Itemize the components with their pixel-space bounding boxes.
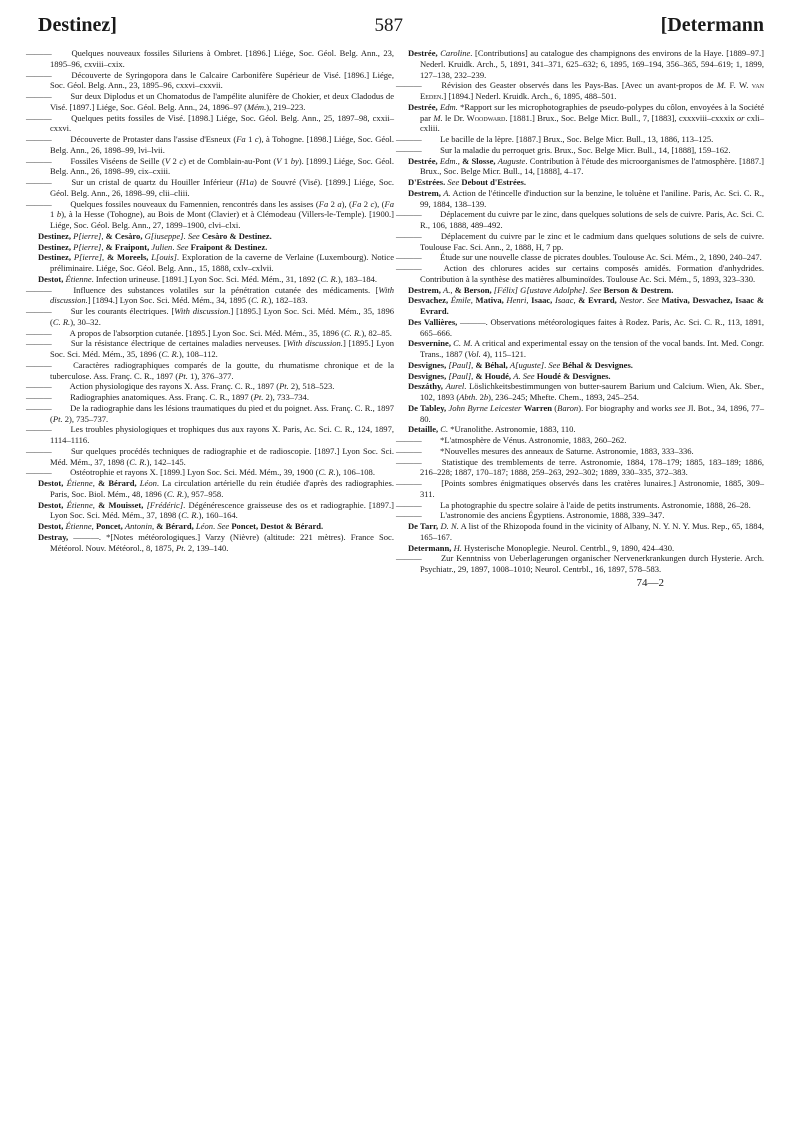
header-left: Destinez] [38,14,117,36]
bibliography-entry: Destrée, Edm., & Slosse, Auguste. Contribution à l'étude des microorganismes de l'atmosphère. [1887.] Brux., Soc. Belge Micr. Bull., 14, [1888], 4–17. [408,155,764,177]
signature-mark: 74—2 [636,576,664,589]
bibliography-entry: ——— Action physiologique des rayons X. Ass. Franç. C. R., 1897 (Pt. 2), 518–523. [26,381,335,392]
bibliography-entry: ——— Déplacement du cuivre par le zinc et le cadmium dans quelques solutions de sels de cuivre. Toulouse Fac. Sci. Ann., 2, 1888, H, 7 pp. [396,230,764,252]
bibliography-entry: ——— Étude sur une nouvelle classe de picrates doubles. Toulouse Ac. Sci. Mém., 2, 1890, 240–247. [396,252,762,263]
bibliography-entry: ——— La photographie du spectre solaire à l'aide de petits instruments. Astronomie, 1888, 26–28. [396,499,751,510]
bibliography-entry: ——— Zur Kenntniss von Ueberlagerungen organischer Nervenerkrankungen durch Hysterie. Arch. Psychiatr., 29, 1897, 1008–1010; Neurol. Centrbl., 16, 1897, 578–583. [396,553,764,574]
bibliography-entry: ——— Sur la maladie du perroquet gris. Brux., Soc. Belge Micr. Bull., 14, [1888], 159–162. [396,144,731,155]
bibliography-entry: Desvernine, C. M. A critical and experimental essay on the tension of the vocal bands. Int. Med. Congr. Trans., 1887 (Vol. 4), 115–121. [408,338,765,359]
two-column-body [26,48,765,575]
bibliography-entry: Destrem, A., & Berson, [Félix] G[ustave Adolphe]. See Berson & Destrem. [408,284,674,295]
bibliography-entry: ——— A propos de l'absorption cutanée. [1895.] Lyon Soc. Sci. Méd. Mém., 35, 1896 (C. R.), 82–85. [26,327,392,338]
bibliography-entry: De Tabley, John Byrne Leicester Warren (Baron). For biography and works see Jl. Bot., 34, 1896, 77–80. [408,402,764,424]
bibliography-entry: ——— Sur la résistance électrique de certaines maladies nerveuses. [With discussion.] [1895.] Lyon Soc. Sci. Méd. Mém., 35, 1896 (C. R.), 108–112. [26,338,394,359]
bibliography-entry: Destrem, A. Action de l'étincelle d'induction sur la benzine, le toluène et l'aniline. Paris, Ac. Sci. C. R., 99, 1884, 138–139. [408,187,764,209]
bibliography-entry: Destinez, P[ierre], & Moreels, L[ouis]. Exploration de la caverne de Verlaine (Luxembourg). Notice préliminaire. Liége, Soc. Géol. Belg. Ann., 15, 1888, cxlv–cxlvii. [38,252,394,273]
right-column [396,48,765,575]
bibliography-entry: ——— Influence des substances volatiles sur la pénétration cutanée des médicaments. [With discussion.] [1894.] Lyon Soc. Sci. Méd. Mém., 34, 1895 (C. R.), 182–183. [26,284,394,306]
running-header [38,14,764,44]
bibliography-entry: Determann, H. Hysterische Monoplegie. Neurol. Centrbl., 9, 1890, 424–430. [408,542,675,553]
bibliography-entry: ——— *L'atmosphère de Vénus. Astronomie, 1883, 260–262. [396,435,627,445]
bibliography-entry: ——— De la radiographie dans les lésions traumatiques du pied et du poignet. Ass. Franç. C. R., 1897 (Pt. 2), 735–737. [26,402,394,424]
bibliography-entry: ——— Découverte de Syringopora dans le Calcaire Carbonifère Supérieur de Visé. [1896.] Liége, Soc. Géol. Belg. Ann., 23, 1895–96, cxxvi–cxxvii. [26,69,394,91]
bibliography-entry: ——— Les troubles physiologiques et trophiques dus aux rayons X. Paris, Ac. Sci. C. R., 124, 1897, 1114–1116. [26,424,394,445]
page-number: 587 [374,15,404,36]
bibliography-entry: ——— Action des chlorures acides sur certains composés amidés. Formation d'anhydrides. Contribution à la synthèse des matières albuminoïdes. Toulouse Ac. Sci. Mém., 5, 1893, 323–330. [396,263,764,284]
bibliography-entry: Destrée, Caroline. [Contributions] au catalogue des champignons des environs de la Haye. [1889–97.] Nederl. Kruidk. Arch., 5, 1891, 341–371, 625–632; 6, 1895, 169–194, 356–365, 594–619; 1, 1899, 127–138, 232–239. [408,48,764,80]
bibliography-entry: Destinez, P[ierre], & Fraipont, Julien. See Fraipont & Destinez. [38,241,268,252]
bibliography-entry: Destinez, P[ierre], & Cesàro, G[iuseppe]. See Cesàro & Destinez. [38,230,272,241]
bibliography-entry: Destot, Étienne. Infection urineuse. [1891.] Lyon Soc. Sci. Méd. Mém., 31, 1892 (C. R.), 183–184. [38,273,378,284]
bibliography-entry: ——— Quelques nouveaux fossiles Siluriens à Ombret. [1896.] Liége, Soc. Géol. Belg. Ann., 23, 1895–96, cxviii–cxix. [26,48,394,69]
bibliography-entry: ——— Sur les courants électriques. [With discussion.] [1895.] Lyon Soc. Sci. Méd. Mém., 35, 1896 (C. R.), 30–32. [26,306,394,327]
bibliography-entry: Des Vallières, ———. Observations météorologiques faites à Rodez. Paris, Ac. Sci. C. R., 113, 1891, 665–666. [408,316,765,338]
bibliography-entry: ——— L'astronomie des anciens Égyptiens. Astronomie, 1888, 339–347. [396,510,665,521]
bibliography-entry: ——— Sur quelques procédés techniques de radiographie et de radioscopie. [1897.] Lyon Soc. Sci. Méd. Mém., 37, 1898 (C. R.), 142–145. [26,445,394,467]
bibliography-entry: Desvachez, Émile, Mativa, Henri, Isaac, Isaac, & Evrard, Nestor. See Mativa, Desvachez, Isaac & Evrard. [408,295,764,316]
bibliography-entry: ——— Quelques fossiles nouveaux du Famennien, rencontrés dans les assises (Fa 2 a), (Fa 2 c), (Fa 1 b), à la Hesse (Tohogne), au Bois de Mont (Clavier) et à Clémodeau (Villers-le-Temple). [1900.] Liége, Soc. Géol. Belg. Ann., 27, 1899–1900, clvi–clxi. [26,198,395,230]
bibliography-entry: D'Estrées. See Debout d'Estrées. [408,177,526,187]
bibliography-entry: ——— [Points sombres énigmatiques observés dans les cratères lunaires.] Astronomie, 1885, 309–311. [396,478,764,499]
bibliography-entry: ——— Découverte de Protaster dans l'assise d'Esneux (Fa 1 c), à Tohogne. [1898.] Liége, Soc. Géol. Belg. Ann., 26, 1898–99, lvi–lvii. [26,134,394,155]
bibliography-entry: ——— Révision des Geaster observés dans les Pays-Bas. [Avec un avant-propos de M. F. W. van Eeden.] [1894.] Nederl. Kruidk. Arch., 6, 1895, 488–501. [396,80,764,101]
bibliography-entry: ——— Ostéotrophie et rayons X. [1899.] Lyon Soc. Sci. Méd. Mém., 39, 1900 (C. R.), 106–108. [26,467,375,478]
left-column [26,48,395,575]
bibliography-entry: ——— Statistique des tremblements de terre. Astronomie, 1884, 178–179; 1885, 183–189; 1886, 216–228; 1887, 170–187; 1888, 259–263, 292–302; 1889, 330–335, 372–383. [396,456,764,478]
bibliography-entry: Destot, Étienne, Poncet, Antonin, & Bérard, Léon. See Poncet, Destot & Bérard. [38,521,324,531]
bibliography-entry: Destrée, Edm. *Rapport sur les microphotographies de pseudo-polypes du côlon, envoyées à la Société par M. le Dr. Woodward. [1881.] Brux., Soc. Belge Micr. Bull., 7, [1883], cxxxviii–cxxxix or cxli–cxliii. [408,101,764,134]
bibliography-entry: Destray, ———. *[Notes météorologiques.] Varzy (Nièvre) (altitude: 221 mètres). France Soc. Météorol. Nouv. Météorol., 8, 1875, Pt. 2, 139–140. [38,531,394,553]
bibliography-entry: ——— Sur deux Diplodus et un Chomatodus de l'ampélite alunifère de Chokier, et deux Cladodus de Visé. [1897.] Liége, Soc. Géol. Belg. Ann., 24, 1896–97 (Mém.), 219–223. [26,91,394,112]
bibliography-entry: ——— Le bacille de la lèpre. [1887.] Brux., Soc. Belge Micr. Bull., 13, 1886, 113–125. [396,134,714,144]
bibliography-entry: ——— Caractères radiographiques comparés de la goutte, du rhumatisme chronique et de la tuberculose. Ass. Franç. C. R., 1897 (Pt. 1), 376–377. [26,359,394,381]
bibliography-entry: ——— Radiographies anatomiques. Ass. Franç. C. R., 1897 (Pt. 2), 733–734. [26,392,309,402]
bibliography-entry: Deszáthy, Aurel. Löslichkeitsbestimmungen von butter-saurem Barium und Calcium. Wien, Ak. Sber., 102, 1893 (Abth. 2b), 236–245; Mhefte. Chem., 1893, 245–254. [408,381,764,402]
bibliography-entry: ——— Sur un cristal de quartz du Houiller Inférieur (H1a) de Souvré (Visé). [1899.] Liége, Soc. Géol. Belg. Ann., 26, 1898–99, clii–cliii. [26,177,394,198]
bibliography-entry: ——— Déplacement du cuivre par le zinc, dans quelques solutions de sels de cuivre. Paris, Ac. Sci. C. R., 106, 1888, 489–492. [396,209,764,230]
bibliography-entry: Desvignes, [Paul], & Béhal, A[uguste]. See Béhal & Desvignes. [408,359,633,370]
bibliography-entry: ——— *Nouvelles mesures des anneaux de Saturne. Astronomie, 1883, 333–336. [396,445,694,456]
bibliography-entry: Desvignes, [Paul], & Houdé, A. See Houdé & Desvignes. [408,370,611,381]
bibliography-entry: Destot, Étienne, & Bérard, Léon. La circulation artérielle du rein étudiée d'après des radiographies. Paris, Soc. Biol. Mém., 48, 1896 (C. R.), 957–958. [38,478,394,499]
bibliography-entry: Detaille, C. *Uranolithe. Astronomie, 1883, 110. [408,424,576,435]
bibliography-entry: De Tarr, D. N. A list of the Rhizopoda found in the vicinity of Albany, N. Y. N. Y. Mus. Rep., 65, 1884, 165–167. [408,521,764,542]
bibliography-entry: Destot, Étienne, & Mouisset, [Frédéric]. Dégénérescence graisseuse des os et radiographie. [1897.] Lyon Soc. Sci. Méd. Mém., 37, 1898 (C. R.), 160–164. [38,499,394,521]
bibliography-entry: ——— Quelques petits fossiles de Visé. [1898.] Liége, Soc. Géol. Belg. Ann., 25, 1897–98, cxxii–cxxvi. [26,112,394,134]
header-right: [Determann [660,14,764,36]
bibliography-entry: ——— Fossiles Viséens de Seille (V 2 c) et de Comblain-au-Pont (V 1 by). [1899.] Liége, Soc. Géol. Belg. Ann., 26, 1898–99, cix–cxiii. [26,155,394,177]
